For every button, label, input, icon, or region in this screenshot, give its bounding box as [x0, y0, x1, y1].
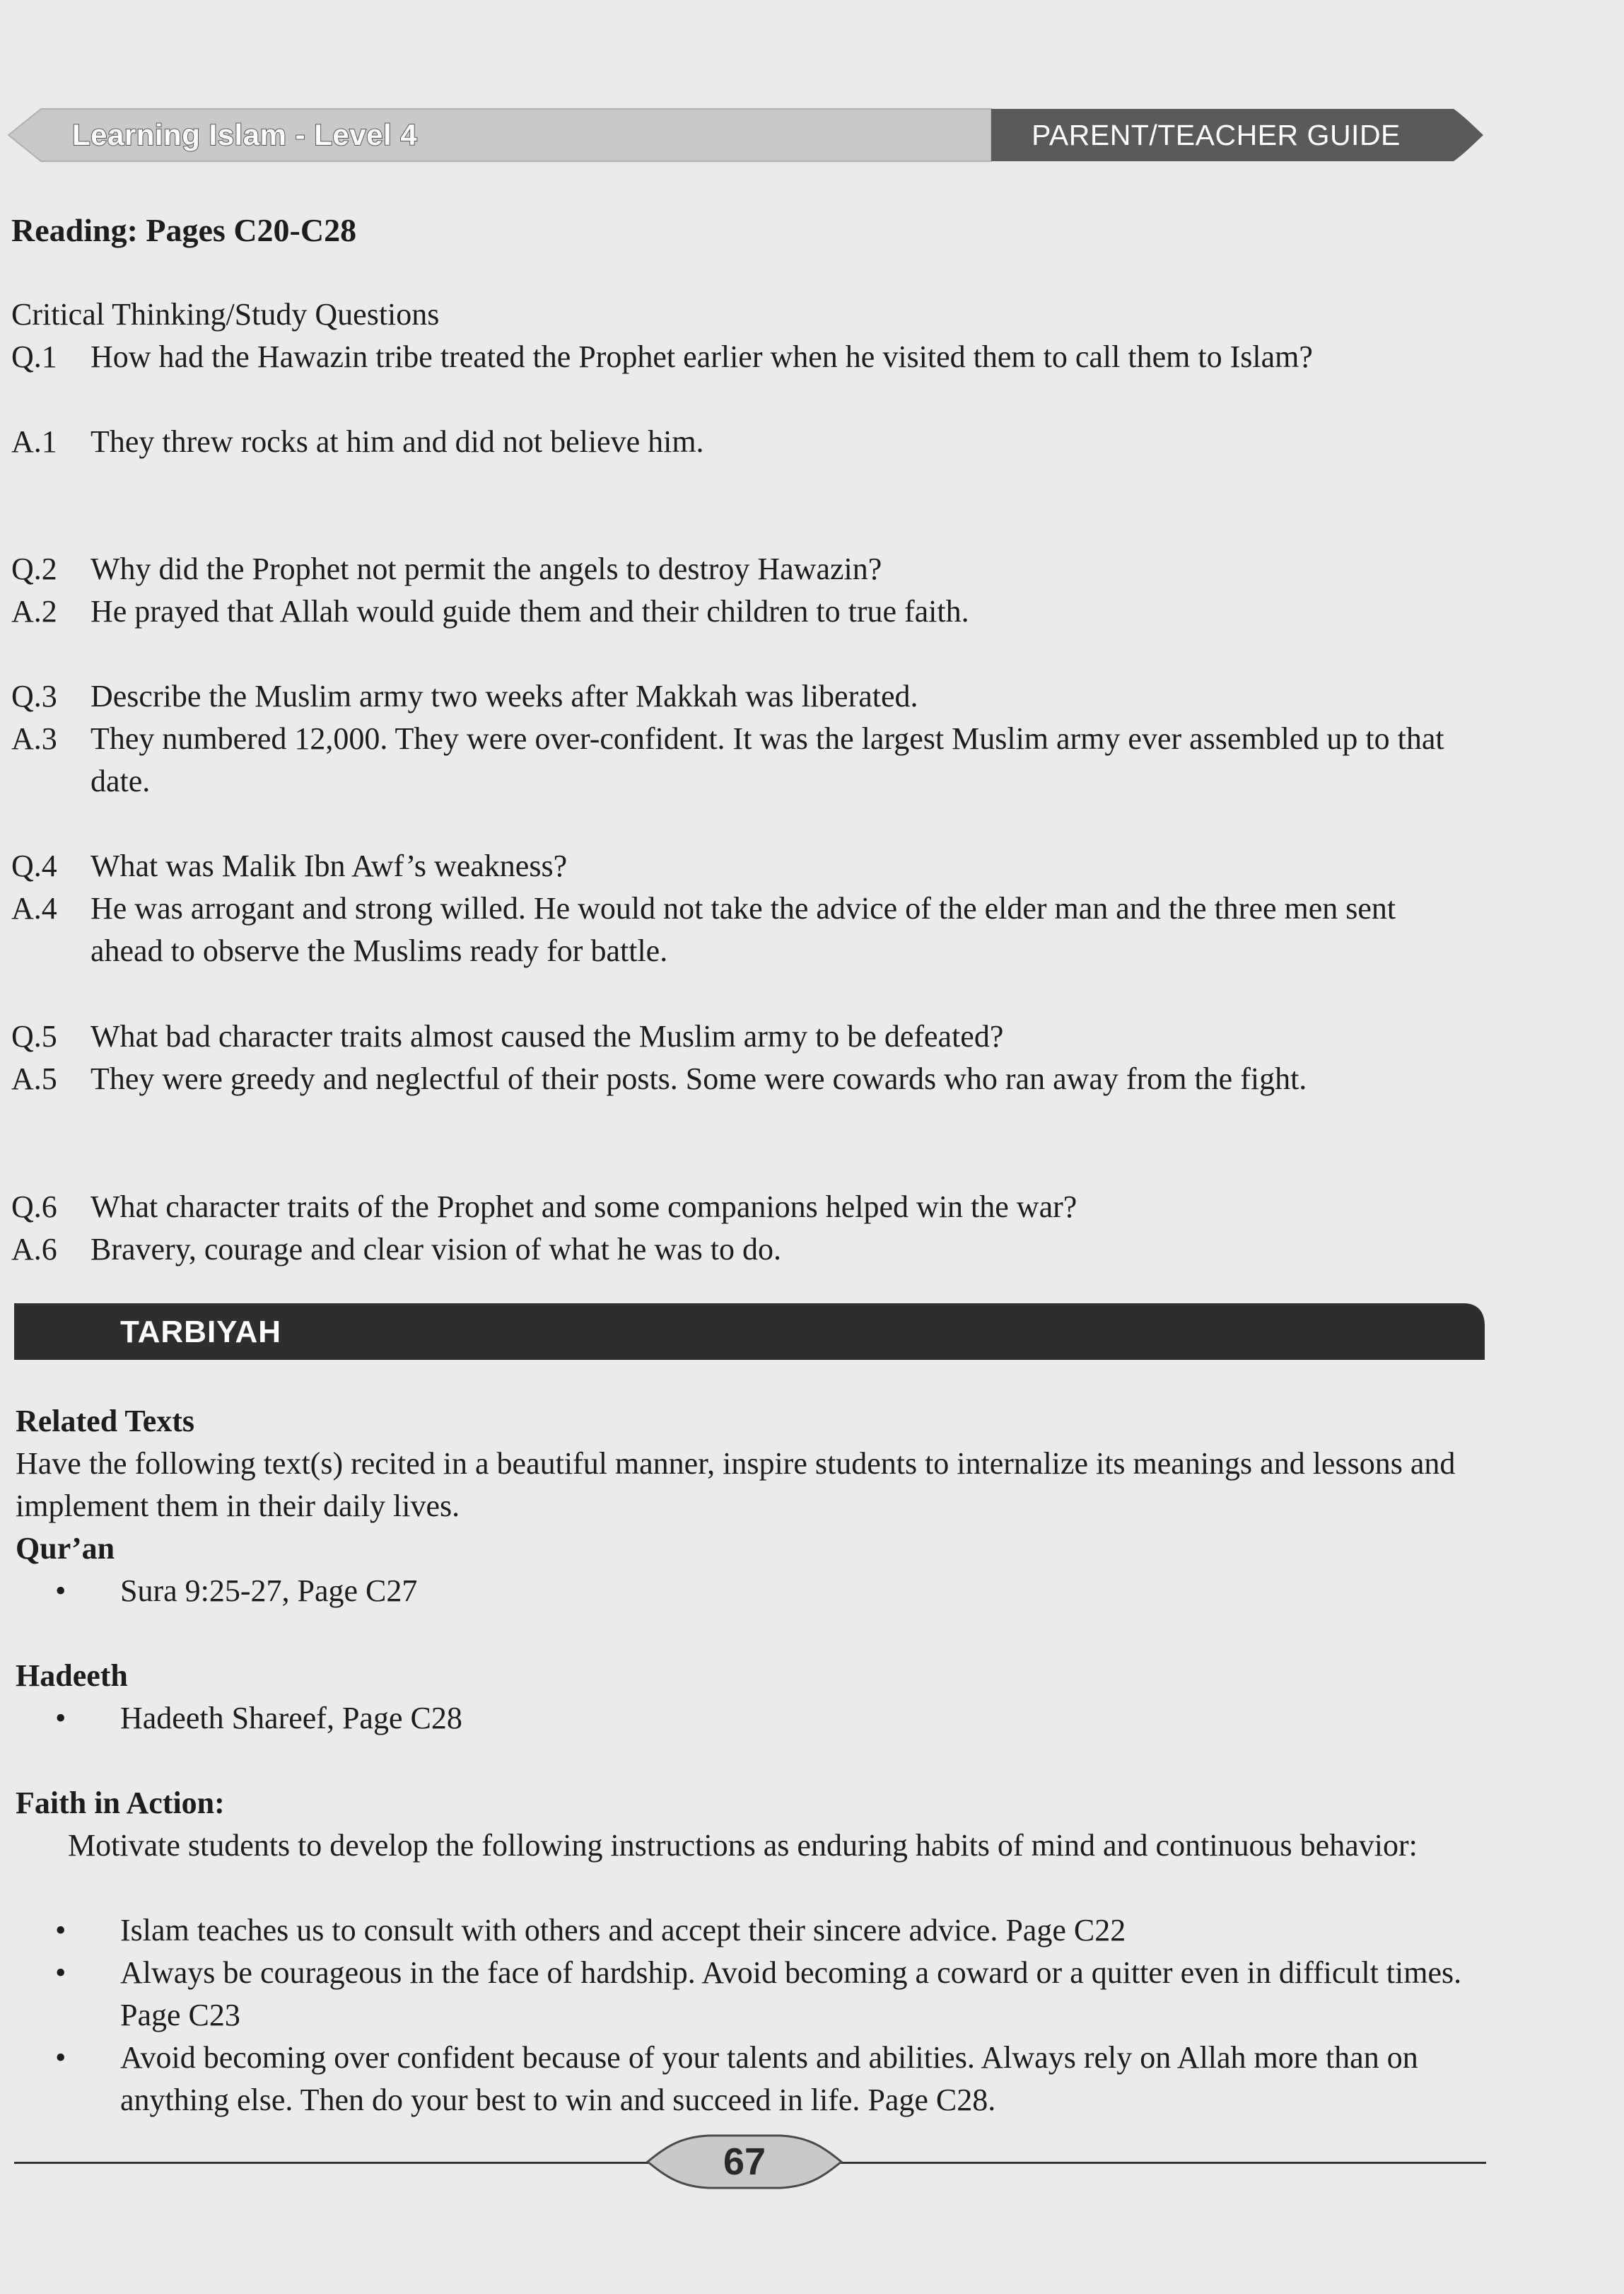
- reading-title: Reading: Pages C20-C28: [11, 212, 357, 248]
- question-text: What bad character traits almost caused the Muslim army to be defeated?: [90, 1019, 1004, 1054]
- faith-item-text: Always be courageous in the face of hardship. Avoid becoming a coward or a quitter even in difficult times. Page C23: [120, 1955, 1462, 2032]
- answer-text: He prayed that Allah would guide them and their children to true faith.: [90, 594, 969, 629]
- bullet-icon: •: [55, 1955, 66, 1990]
- tarbiyah-section-bar: [14, 1303, 1485, 1360]
- question-label: Q.4: [11, 849, 57, 883]
- quran-item-text: Sura 9:25-27, Page C27: [120, 1573, 418, 1608]
- quran-title: Qur’an: [16, 1531, 115, 1566]
- page-number-badge: [645, 2133, 844, 2191]
- answer-label: A.1: [11, 424, 57, 459]
- question-text: Why did the Prophet not permit the angels to destroy Hawazin?: [90, 552, 882, 586]
- related-texts-title: Related Texts: [16, 1404, 194, 1438]
- faith-in-action-title: Faith in Action:: [16, 1786, 225, 1820]
- answer-label: A.2: [11, 594, 57, 629]
- answer-text: They numbered 12,000. They were over-confident. It was the largest Muslim army ever assembled up to that date.: [90, 721, 1444, 798]
- answer-label: A.4: [11, 891, 57, 926]
- question-text: How had the Hawazin tribe treated the Prophet earlier when he visited them to call them to Islam?: [90, 339, 1313, 374]
- book-title: Learning Islam - Level 4: [72, 118, 418, 151]
- answer-label: A.5: [11, 1061, 57, 1096]
- faith-item-text: Avoid becoming over confident because of your talents and abilities. Always rely on Allah more than on anything else. Then do your best to win and succeed in life. Page C28.: [120, 2040, 1418, 2117]
- question-label: Q.3: [11, 679, 57, 714]
- question-label: Q.6: [11, 1189, 57, 1224]
- bullet-icon: •: [55, 2040, 66, 2075]
- question-label: Q.1: [11, 339, 57, 374]
- question-label: Q.2: [11, 552, 57, 586]
- guide-label: PARENT/TEACHER GUIDE: [1032, 119, 1401, 151]
- answer-text: Bravery, courage and clear vision of what he was to do.: [90, 1232, 782, 1267]
- faith-item-text: Islam teaches us to consult with others and accept their sincere advice. Page C22: [120, 1913, 1126, 1947]
- critical-thinking-title: Critical Thinking/Study Questions: [11, 297, 440, 332]
- answer-text: They threw rocks at him and did not believe him.: [90, 424, 704, 459]
- question-text: What character traits of the Prophet and some companions helped win the war?: [90, 1189, 1077, 1224]
- bullet-icon: •: [55, 1701, 66, 1735]
- answer-text: He was arrogant and strong willed. He would not take the advice of the elder man and the three men sent ahead to observe the Muslims ready for battle.: [90, 891, 1396, 968]
- page-number: 67: [723, 2141, 766, 2183]
- faith-in-action-intro: Motivate students to develop the following instructions as enduring habits of mind and continuous behavior:: [68, 1828, 1418, 1863]
- related-texts-intro: Have the following text(s) recited in a beautiful manner, inspire students to internalize its meanings and lessons and implement them in their daily lives.: [16, 1446, 1456, 1523]
- answer-label: A.3: [11, 721, 57, 756]
- tarbiyah-title: TARBIYAH: [120, 1315, 282, 1349]
- question-text: Describe the Muslim army two weeks after Makkah was liberated.: [90, 679, 918, 714]
- bullet-icon: •: [55, 1913, 66, 1947]
- hadeeth-title: Hadeeth: [16, 1658, 128, 1693]
- answer-label: A.6: [11, 1232, 57, 1267]
- header-banner: [7, 106, 1485, 164]
- question-label: Q.5: [11, 1019, 57, 1054]
- bullet-icon: •: [55, 1573, 66, 1608]
- question-text: What was Malik Ibn Awf’s weakness?: [90, 849, 568, 883]
- hadeeth-item-text: Hadeeth Shareef, Page C28: [120, 1701, 462, 1735]
- answer-text: They were greedy and neglectful of their posts. Some were cowards who ran away from the fight.: [90, 1061, 1307, 1096]
